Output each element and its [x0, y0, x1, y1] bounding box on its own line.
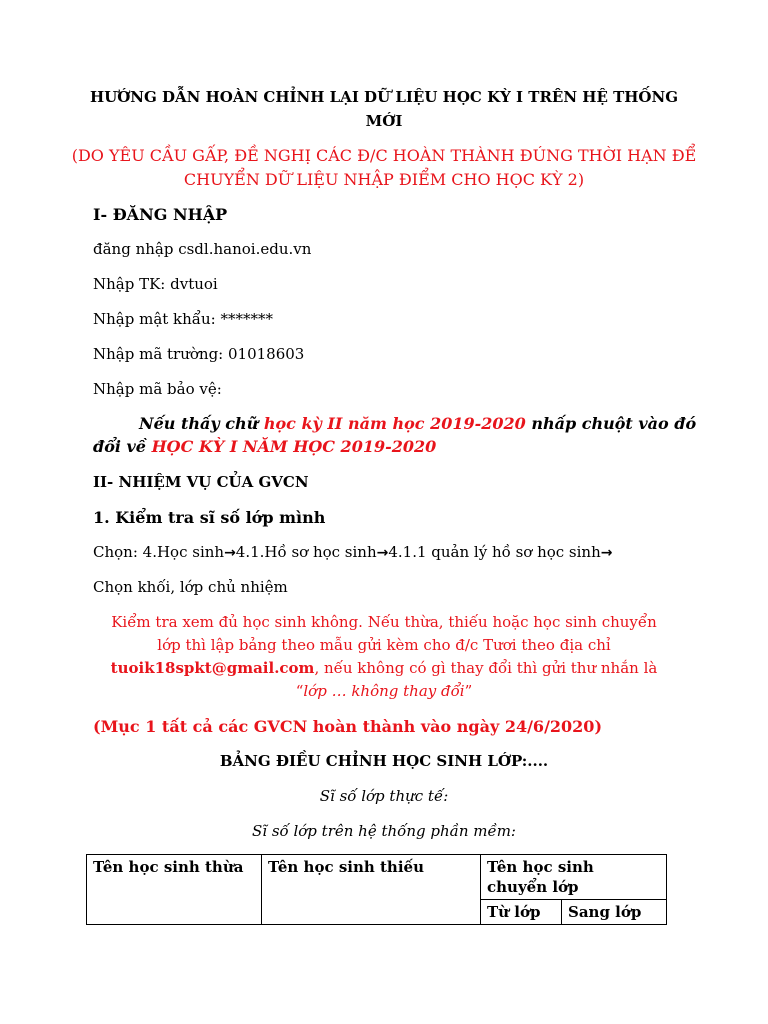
- title-line-2: MỚI: [365, 112, 403, 130]
- note-semester-ii: học kỳ II năm học 2019-2020: [263, 414, 526, 433]
- header-from-class: [481, 900, 562, 925]
- section-duties-heading: II- NHIỆM VỤ CỦA GVCN: [93, 473, 309, 491]
- section-login-heading: I- ĐĂNG NHẬP: [93, 205, 228, 224]
- note-text-2: nhấp chuột vào đó: [525, 414, 697, 433]
- from-class-label: Từ lớp: [487, 903, 541, 921]
- login-site-line: đăng nhập csdl.hanoi.edu.vn: [93, 240, 312, 258]
- school-code-line: Nhập mã trường: 01018603: [93, 345, 305, 363]
- navigation-path: [93, 543, 612, 561]
- header-extra-label: Tên học sinh thừa: [93, 858, 244, 876]
- system-count-line: Sĩ số lớp trên hệ thống phần mềm:: [251, 822, 516, 840]
- note-text-3: đổi về: [93, 437, 152, 456]
- instruction-line-3: [0, 659, 768, 677]
- subsection-check-count: 1. Kiểm tra sĩ số lớp mình: [93, 508, 326, 527]
- header-missing-label: Tên học sinh thiếu: [268, 858, 424, 876]
- deadline-note: (Mục 1 tất cả các GVCN hoàn thành vào ngày 24/6/2020): [93, 717, 603, 736]
- note-line-1: [139, 414, 696, 433]
- arrow-right-icon: →: [600, 545, 613, 561]
- path-step-1: Chọn: 4.Học sinh: [93, 543, 225, 561]
- actual-count-line: Sĩ số lớp thực tế:: [319, 787, 449, 805]
- no-change-message: lớp … không thay đổi: [303, 682, 465, 700]
- arrow-right-icon: →: [376, 545, 389, 561]
- note-text-1: Nếu thấy chữ: [139, 414, 264, 433]
- subtitle-line-1: (DO YÊU CẦU GẤP, ĐỀ NGHỊ CÁC Đ/C HOÀN THÀNH ĐÚNG THỜI HẠN ĐỂ: [71, 146, 697, 165]
- header-transfer-label-2: chuyển lớp: [487, 878, 579, 896]
- password-line: Nhập mật khẩu: *******: [93, 310, 273, 328]
- header-to-class: [562, 900, 667, 925]
- header-extra-students: [87, 855, 262, 925]
- contact-email[interactable]: tuoik18spkt@gmail.com: [110, 659, 315, 677]
- table-header-row: [87, 855, 667, 900]
- header-missing-students: [262, 855, 481, 925]
- title-line-1: HƯỚNG DẪN HOÀN CHỈNH LẠI DỮ LIỆU HỌC KỲ I TRÊN HỆ THỐNG: [89, 88, 679, 106]
- header-transfer-students: [481, 855, 667, 900]
- instruction-line-4: [0, 682, 768, 700]
- adjustment-table: [86, 854, 667, 925]
- subtitle-line-2: CHUYỂN DỮ LIỆU NHẬP ĐIỂM CHO HỌC KỲ 2): [183, 170, 585, 189]
- security-code-line: Nhập mã bảo vệ:: [93, 380, 222, 398]
- note-line-2: [93, 437, 436, 456]
- instruction-line-1: Kiểm tra xem đủ học sinh không. Nếu thừa, thiếu hoặc học sinh chuyển: [111, 613, 657, 631]
- instruction-line-2: lớp thì lập bảng theo mẫu gửi kèm cho đ/c Tươi theo địa chỉ: [157, 636, 611, 654]
- account-line: Nhập TK: dvtuoi: [93, 275, 218, 293]
- open-quote: “: [295, 682, 304, 700]
- to-class-label: Sang lớp: [568, 903, 642, 921]
- path-step-2: 4.1.Hồ sơ học sinh: [235, 543, 377, 561]
- note-semester-i: HỌC KỲ I NĂM HỌC 2019-2020: [151, 437, 437, 456]
- close-quote: ”: [464, 682, 473, 700]
- header-transfer-label-1: Tên học sinh: [487, 858, 594, 876]
- table-title: BẢNG ĐIỀU CHỈNH HỌC SINH LỚP:....: [219, 752, 549, 770]
- instruction-line-3-rest: , nếu không có gì thay đổi thì gửi thư nhắn là: [314, 659, 658, 677]
- path-step-3: 4.1.1 quản lý hồ sơ học sinh: [388, 543, 601, 561]
- choose-class-line: Chọn khối, lớp chủ nhiệm: [93, 578, 288, 596]
- arrow-right-icon: →: [224, 545, 236, 561]
